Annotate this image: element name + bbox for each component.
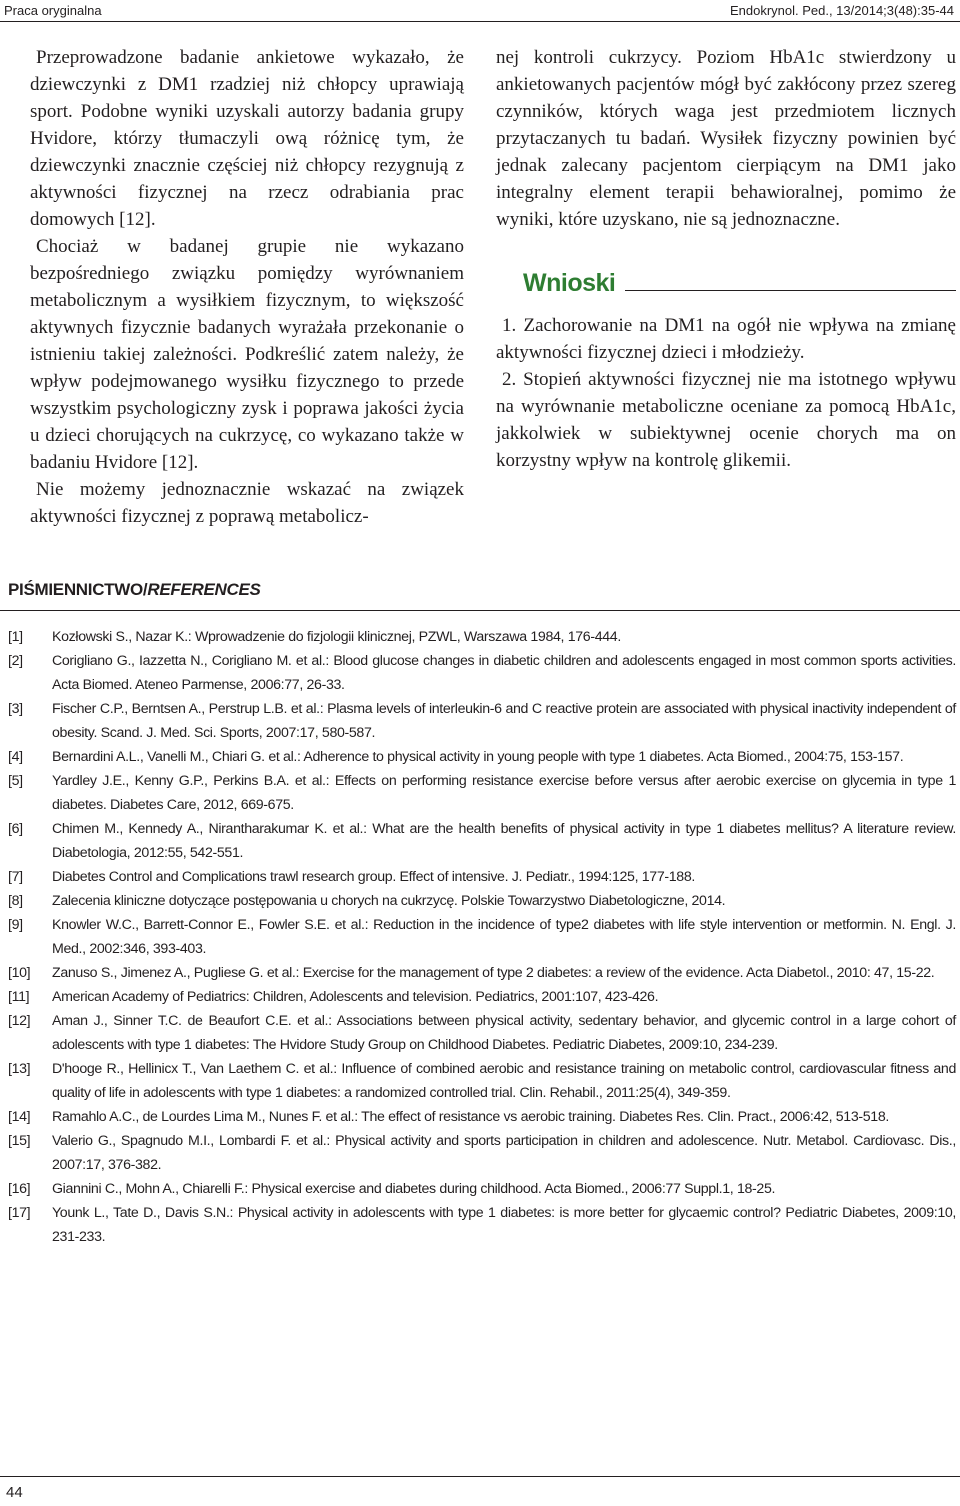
reference-number: [14] <box>8 1109 31 1125</box>
reference-text: Yardley J.E., Kenny G.P., Perkins B.A. et al.: Effects on performing resistance exercise before versus after aerobic exercise on glycemia in type 1 diabetes. Diabetes Care, 2012, 669-675. <box>52 773 956 813</box>
references-heading-main: PIŚMIENNICTWO/ <box>8 580 148 599</box>
reference-item <box>8 625 956 649</box>
reference-number: [13] <box>8 1061 31 1077</box>
reference-text: Kozłowski S., Nazar K.: Wprowadzenie do fizjologii klinicznej, PZWL, Warszawa 1984, 176-444. <box>52 629 621 645</box>
references-list <box>8 625 956 1249</box>
conclusion-item: 1. Zachorowanie na DM1 na ogół nie wpływa na zmianę aktywności fizycznej dzieci i młodzieży. <box>496 315 956 363</box>
reference-text: Chimen M., Kennedy A., Nirantharakumar K. et al.: What are the health benefits of physical activity in type 1 diabetes mellitus? A literature review. Diabetologia, 2012:55, 542-551. <box>52 821 956 861</box>
reference-text: Zalecenia kliniczne dotyczące postępowania u chorych na cukrzycę. Polskie Towarzystwo Diabetologiczne, 2014. <box>52 893 726 909</box>
references-heading-italic: REFERENCES <box>147 580 261 599</box>
reference-text: Zanuso S., Jimenez A., Pugliese G. et al.: Exercise for the management of type 2 diabetes: a review of the evidence. Acta Diabetol., 2010: 47, 15-22. <box>52 965 935 981</box>
reference-text: Corigliano G., Iazzetta N., Corigliano M. et al.: Blood glucose changes in diabetic children and adolescents engaged in most common sports activities. Acta Biomed. Ateneo Parmense, 2006:77, 26-33. <box>52 653 956 693</box>
body-paragraph: Przeprowadzone badanie ankietowe wykazało, że dziewczynki z DM1 rzadziej niż chłopcy uprawiają sport. Podobne wyniki uzyskali autorzy badania grupy Hvidore, którzy tłumaczyli ową różnicę tym, że dziewczynki znacznie częściej niż chłopcy rezygnują z aktywności fizycznej na rzecz odrabiania prac domowych [12]. <box>30 47 464 230</box>
reference-item <box>8 1105 956 1129</box>
reference-item <box>8 745 956 769</box>
reference-item <box>8 1129 956 1177</box>
reference-number: [10] <box>8 965 31 981</box>
conclusion-item: 2. Stopień aktywności fizycznej nie ma istotnego wpływu na wyrównanie metaboliczne oceniane za pomocą HbA1c, jakkolwiek w subiektywnej ocenie chorych ma on korzystny wpływ na kontrolę glikemii. <box>496 369 956 471</box>
reference-item <box>8 865 956 889</box>
reference-number: [1] <box>8 629 23 645</box>
reference-item <box>8 1177 956 1201</box>
reference-text: Bernardini A.L., Vanelli M., Chiari G. et al.: Adherence to physical activity in young people with type 1 diabetes. Acta Biomed., 2004:75, 153-157. <box>52 749 904 765</box>
reference-number: [5] <box>8 773 23 789</box>
right-column <box>496 44 956 474</box>
footer-rule <box>0 1476 960 1477</box>
reference-text: Diabetes Control and Complications trawl research group. Effect of intensive. J. Pediatr., 1994:125, 177-188. <box>52 869 695 885</box>
reference-item <box>8 913 956 961</box>
reference-text: Ramahlo A.C., de Lourdes Lima M., Nunes F. et al.: The effect of resistance vs aerobic training. Diabetes Res. Clin. Pract., 2006:42, 513-518. <box>52 1109 889 1125</box>
reference-text: American Academy of Pediatrics: Children, Adolescents and television. Pediatrics, 2001:107, 423-426. <box>52 989 659 1005</box>
heading-rule <box>625 290 956 291</box>
reference-text: Aman J., Sinner T.C. de Beaufort C.E. et al.: Associations between physical activity, sedentary behavior, and glycemic control in a large cohort of adolescents with type 1 diabetes: The Hvidore Study Group on Childhood Diabetes. Pediatric Diabetes, 2009:10, 234-239. <box>52 1013 956 1053</box>
reference-text: Valerio G., Spagnudo M.I., Lombardi F. et al.: Physical activity and sports participation in children and adolescence. Nutr. Metabol. Cardiovasc. Dis., 2007:17, 376-382. <box>52 1133 956 1173</box>
reference-text: D'hooge R., Hellinicx T., Van Laethem C. et al.: Influence of combined aerobic and resistance training on metabolic control, cardiovascular fitness and quality of life in adolescents with type 1 diabetes: a randomized controlled trial. Clin. Rehabil., 2011:25(4), 349-359. <box>52 1061 956 1101</box>
left-column <box>30 44 464 530</box>
reference-number: [11] <box>8 989 30 1005</box>
reference-number: [12] <box>8 1013 31 1029</box>
section-label: Praca oryginalna <box>4 3 102 18</box>
reference-item <box>8 985 956 1009</box>
reference-number: [17] <box>8 1205 31 1221</box>
reference-text: Younk L., Tate D., Davis S.N.: Physical activity in adolescents with type 1 diabetes: is more better for glycaemic control? Pediatric Diabetes, 2009:10, 231-233. <box>52 1205 956 1245</box>
reference-text: Knowler W.C., Barrett-Connor E., Fowler S.E. et al.: Reduction in the incidence of type2 diabetes with life style intervention or metformin. N. Engl. J. Med., 2002:346, 393-403. <box>52 917 956 957</box>
reference-item <box>8 1009 956 1057</box>
reference-number: [7] <box>8 869 23 885</box>
conclusions-heading <box>523 268 956 298</box>
reference-text: Giannini C., Mohn A., Chiarelli F.: Physical exercise and diabetes during childhood. Acta Biomed., 2006:77 Suppl.1, 18-25. <box>52 1181 776 1197</box>
conclusions-title: Wnioski <box>523 269 616 297</box>
references-heading <box>8 580 261 600</box>
reference-number: [16] <box>8 1181 31 1197</box>
header-rule <box>0 21 960 22</box>
reference-item <box>8 649 956 697</box>
body-paragraph: Chociaż w badanej grupie nie wykazano bezpośredniego związku pomiędzy wyrównaniem metabolicznym a wysiłkiem fizycznym, to większość aktywnych fizycznie badanych wyrażała przekonanie o istnieniu takiej zależności. Podkreślić zatem należy, że wpływ podejmowanego wysiłku fizycznego to przede wszystkim psychologiczny zysk i poprawa jakości życia u dzieci chorujących na cukrzycę, co wykazano także w badaniu Hvidore [12]. <box>30 236 464 473</box>
reference-number: [6] <box>8 821 23 837</box>
reference-number: [3] <box>8 701 23 717</box>
reference-item <box>8 1201 956 1249</box>
journal-citation: Endokrynol. Ped., 13/2014;3(48):35-44 <box>729 3 954 18</box>
body-paragraph: Nie możemy jednoznacznie wskazać na związek aktywności fizycznej z poprawą metabolicz- <box>30 479 464 527</box>
reference-text: Fischer C.P., Berntsen A., Perstrup L.B. et al.: Plasma levels of interleukin-6 and C reactive protein are associated with physical inactivity independent of obesity. Scand. J. Med. Sci. Sports, 2007:17, 580-587. <box>52 701 956 741</box>
reference-number: [15] <box>8 1133 31 1149</box>
reference-item <box>8 961 956 985</box>
running-header <box>0 0 960 22</box>
page-number: 44 <box>6 1484 23 1501</box>
body-paragraph: nej kontroli cukrzycy. Poziom HbA1c stwierdzony u ankietowanych pacjentów mógł być zakłócony przez szereg czynników, których waga jest przedmiotem licznych przytaczanych tu badań. Wysiłek fizyczny powinien być jednak zalecany pacjentom cierpiącym na DM1 jako integralny element terapii behawioralnej, pomimo że wyniki, które uzyskano, nie są jednoznaczne. <box>496 47 956 230</box>
reference-item <box>8 817 956 865</box>
reference-item <box>8 1057 956 1105</box>
reference-item <box>8 889 956 913</box>
reference-item <box>8 769 956 817</box>
reference-number: [4] <box>8 749 23 765</box>
reference-number: [2] <box>8 653 23 669</box>
reference-number: [8] <box>8 893 23 909</box>
reference-number: [9] <box>8 917 23 933</box>
reference-item <box>8 697 956 745</box>
references-rule <box>0 610 960 611</box>
